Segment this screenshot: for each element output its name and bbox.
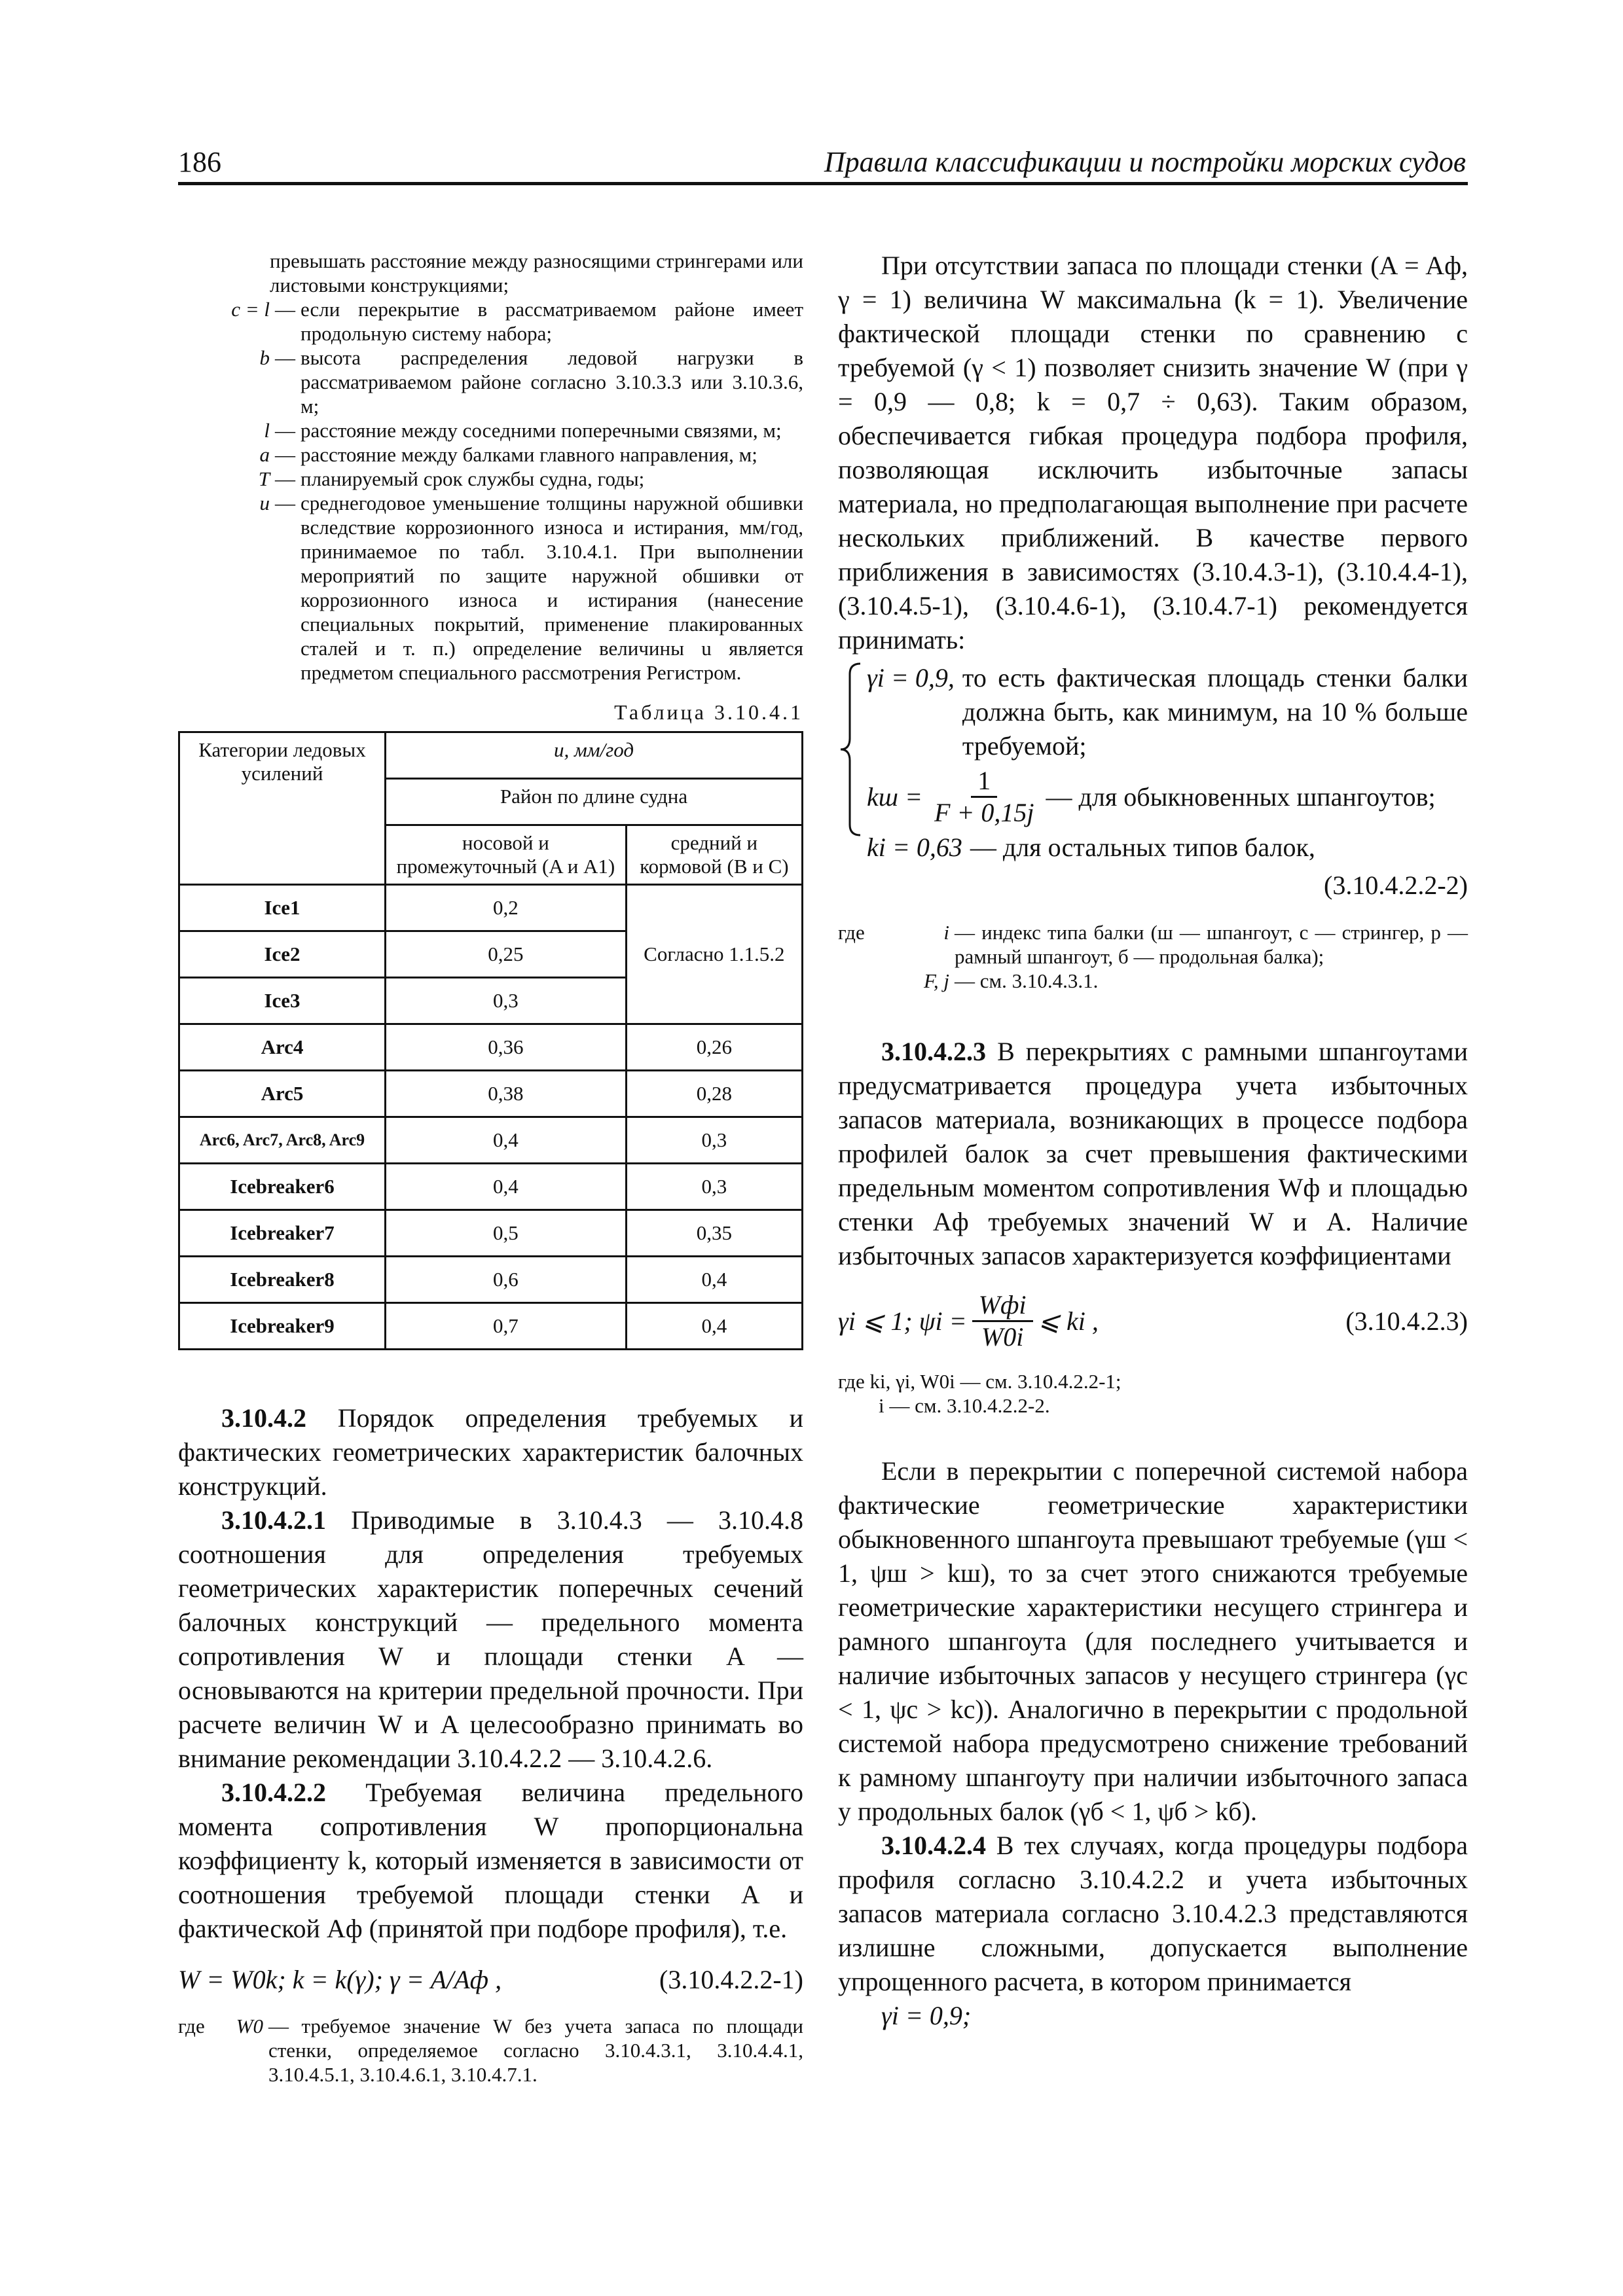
- cell-bow: 0,25: [386, 931, 627, 978]
- definition-symbol: T: [258, 467, 270, 490]
- section-number: 3.10.4.2.4: [881, 1831, 986, 1860]
- where-block: [838, 1369, 1468, 1418]
- section-3-10-4-2-2: [178, 1776, 803, 1946]
- section-3-10-4-2-1: [178, 1503, 803, 1776]
- system-lhs: ki = 0,63: [867, 833, 962, 862]
- where-text: — требуемое значение W без учета запаса по площади стенки, определяемое согласно 3.10.4.3.1, 3.10.4.4.1, 3.10.4.5.1, 3.10.4.6.1, 3.10.4.7.1.: [268, 2015, 803, 2086]
- definitions-list: [178, 249, 803, 685]
- cell-category: Icebreaker7: [179, 1210, 386, 1257]
- formula-rhs: ⩽ ki ,: [1038, 1306, 1099, 1336]
- where-symbol: W0: [236, 2015, 263, 2037]
- definition-dash: —: [275, 346, 295, 369]
- cell-bow: 0,5: [386, 1210, 627, 1257]
- system-lhs: γi = 0,9,: [867, 663, 955, 692]
- system-row: [867, 661, 1468, 763]
- formula-3-10-4-2-3: [838, 1290, 1468, 1352]
- section-3-10-4-2-3: [838, 1035, 1468, 1273]
- cell-bow: 0,38: [386, 1071, 627, 1117]
- where-line: i — см. 3.10.4.2.2-2.: [879, 1394, 1050, 1417]
- cell-stern: 0,4: [626, 1303, 802, 1350]
- system-rhs: — для обыкновенных шпангоутов;: [1046, 781, 1436, 812]
- cell-stern: 0,26: [626, 1024, 802, 1071]
- cell-category: Ice2: [179, 931, 386, 978]
- section-number: 3.10.4.2: [221, 1403, 306, 1433]
- system-rhs: то есть фактическая площадь стенки балки должна быть, как минимум, на 10 % больше требуемой;: [962, 663, 1468, 761]
- cell-stern: 0,3: [626, 1164, 802, 1210]
- section-text: Порядок определения требуемых и фактических геометрических характеристик балочных конструкций.: [178, 1403, 804, 1501]
- table-row: [179, 1303, 803, 1350]
- definition-text: планируемый срок службы судна, годы;: [301, 467, 645, 490]
- definition-symbol: b: [259, 346, 270, 369]
- formula-expression: W = W0k; k = k(γ); γ = A/Aф ,: [178, 1965, 502, 1994]
- ice-strengthening-table: [178, 731, 803, 1350]
- definition-item: [178, 491, 803, 685]
- cell-category: Ice3: [179, 978, 386, 1024]
- where-text: — см. 3.10.4.3.1.: [955, 969, 1099, 992]
- cell-category: Arc6, Arc7, Arc8, Arc9: [179, 1117, 386, 1164]
- cell-bow: 0,4: [386, 1164, 627, 1210]
- header-stern: средний и кормовой (B и C): [626, 825, 802, 885]
- definition-dash: —: [275, 492, 295, 514]
- cell-category: Ice1: [179, 885, 386, 931]
- cell-category: Arc4: [179, 1024, 386, 1071]
- cell-bow: 0,36: [386, 1024, 627, 1071]
- where-symbol: i: [943, 921, 949, 944]
- fraction-denominator: F + 0,15j: [934, 798, 1034, 827]
- cell-stern: 0,4: [626, 1257, 802, 1303]
- where-block: [178, 2014, 803, 2087]
- table-row: [179, 1024, 803, 1071]
- formula-3-10-4-2-2-1: [178, 1963, 803, 1997]
- where-label: где: [178, 2015, 205, 2037]
- table-row: [179, 1164, 803, 1210]
- where-symbol: F, j: [923, 969, 949, 992]
- definition-symbol: u: [259, 492, 270, 514]
- page-number: 186: [178, 146, 221, 178]
- definition-dash: —: [275, 298, 295, 321]
- cell-category: Arc5: [179, 1071, 386, 1117]
- table-row: [179, 885, 803, 931]
- system-rhs: — для остальных типов балок,: [970, 833, 1315, 862]
- definition-dash: —: [275, 443, 295, 466]
- formula-number: (3.10.4.2.3): [1345, 1306, 1468, 1336]
- section-text: Требуемая величина предельного момента сопротивления W пропорциональна коэффициенту k, который изменяется в зависимости от соотношения требуемой площади стенки A и фактической Aф (принятой при подборе профиля), т.е.: [178, 1778, 804, 1943]
- cell-category: Icebreaker6: [179, 1164, 386, 1210]
- where-block: [838, 920, 1468, 993]
- section-3-10-4-2-4: [838, 1829, 1468, 1999]
- table-title: Таблица 3.10.4.1: [614, 700, 803, 724]
- table-row: [179, 1071, 803, 1117]
- header-category: Категории ледовых усилений: [179, 732, 386, 885]
- formula-number: (3.10.4.2.2-1): [659, 1965, 803, 1994]
- definition-item: [178, 418, 803, 442]
- section-3-10-4-2: [178, 1401, 803, 1503]
- paragraph-web-area: При отсутствии запаса по площади стенки (A = Aф, γ = 1) величина W максимальна (k = 1). Увеличение фактической площади стенки по сравнению с требуемой (γ < 1) позволяет снизить значение W (при γ = 0,9 — 0,8; k = 0,7 ÷ 0,63). Таким образом, обеспечивается гибкая процедура подбора профиля, позволяющая исключить избыточные запасы материала, но предполагающая выполнение при расчете нескольких приближений. В качестве первого приближения в зависимостях (3.10.4.3-1), (3.10.4.4-1), (3.10.4.5-1), (3.10.4.6-1), (3.10.4.7-1) рекомендуется принимать:: [838, 251, 1468, 655]
- table-row: [179, 1210, 803, 1257]
- definition-text: расстояние между балками главного направления, м;: [301, 443, 757, 466]
- where-line: где ki, γi, W0i — см. 3.10.4.2.2-1;: [838, 1370, 1122, 1393]
- definition-text: среднегодовое уменьшение толщины наружной обшивки вследствие коррозионного износа и истирания, мм/год, принимаемое по табл. 3.10.4.1. При выполнении мероприятий по защите наружной обшивки от коррозионного износа и истирания (нанесение специальных покрытий, применение плакированных сталей и т. п.) определение величины u является предметом специального рассмотрения Регистром.: [301, 492, 803, 684]
- first-approximation-system: [838, 661, 1468, 865]
- section-text: В перекрытиях с рамными шпангоутами предусматривается процедура учета избыточных запасов материала, возникающих в процессе подбора профилей балок за счет превышения фактическими предельным моментом сопротивления Wф и площадью стенки Aф требуемых значений W и A. Наличие избыточных запасов характеризуется коэффициентами: [838, 1037, 1468, 1270]
- system-row: [867, 766, 1468, 828]
- cell-category: Icebreaker9: [179, 1303, 386, 1350]
- section-number: 3.10.4.2.3: [881, 1037, 986, 1066]
- definition-item: [178, 467, 803, 491]
- definition-symbol: a: [259, 443, 270, 466]
- fraction-numerator: 1: [971, 766, 997, 798]
- definition-symbol: c = l: [231, 298, 270, 321]
- definition-dash: —: [275, 419, 295, 442]
- section-text: Приводимые в 3.10.4.3 — 3.10.4.8 соотношения для определения требуемых геометрических характеристик поперечных сечений балочных конструкций — предельного момента сопротивления W и площади стенки A — основываются на критерии предельной прочности. При расчете величин W и A целесообразно принимать во внимание рекомендации 3.10.4.2.2 — 3.10.4.2.6.: [178, 1505, 804, 1773]
- header-region: Район по длине судна: [386, 779, 803, 825]
- header-rule: [178, 182, 1468, 185]
- formula-number: (3.10.4.2.2-2): [1324, 870, 1468, 900]
- table-row: [179, 1257, 803, 1303]
- where-label: где: [838, 921, 865, 944]
- right-column: [838, 249, 1468, 2033]
- fraction: [928, 766, 1041, 828]
- definition-item: [178, 346, 803, 418]
- cell-bow: 0,3: [386, 978, 627, 1024]
- definition-intro: превышать расстояние между разносящими стрингерами или листовыми конструкциями;: [270, 249, 803, 296]
- formula-lhs: γi ⩽ 1; ψi =: [838, 1306, 967, 1336]
- running-title: Правила классификации и постройки морских судов: [824, 146, 1466, 178]
- cell-category: Icebreaker8: [179, 1257, 386, 1303]
- definition-text: если перекрытие в рассматриваемом районе имеет продольную систему набора;: [301, 298, 803, 345]
- cell-bow: 0,6: [386, 1257, 627, 1303]
- cell-bow: 0,7: [386, 1303, 627, 1350]
- definition-text: расстояние между соседними поперечными связями, м;: [301, 419, 782, 442]
- fraction-denominator: W0i: [981, 1322, 1024, 1352]
- section-text: В тех случаях, когда процедуры подбора профиля согласно 3.10.4.2.2 и учета избыточных запасов материала согласно 3.10.4.2.3 представляются излишне сложными, допускается выполнение упрощенного расчета, в котором принимается: [838, 1831, 1468, 1996]
- cell-bow: 0,4: [386, 1117, 627, 1164]
- section-number: 3.10.4.2.1: [221, 1505, 326, 1535]
- where-text: — индекс типа балки (ш — шпангоут, с — стрингер, р — рамный шпангоут, б — продольная балка);: [955, 921, 1468, 968]
- definition-item: [178, 442, 803, 467]
- definition-item: [178, 297, 803, 346]
- system-row: [867, 831, 1468, 865]
- cell-stern: 0,28: [626, 1071, 802, 1117]
- left-brace-icon: [838, 661, 864, 838]
- simplified-formula: γi = 0,9;: [881, 2001, 972, 2030]
- definition-symbol: l: [264, 419, 270, 442]
- left-column: [178, 249, 803, 2087]
- header-bow: носовой и промежуточный (A и A1): [386, 825, 627, 885]
- definition-text: высота распределения ледовой нагрузки в рассматриваемом районе согласно 3.10.3.3 или 3.10.3.6, м;: [301, 346, 803, 418]
- paragraph-excess-reserves: Если в перекрытии с поперечной системой набора фактические геометрические характеристики обыкновенного шпангоута превышают требуемые (γш < 1, ψш > kш), то за счет этого снижаются требуемые геометрические характеристики несущего стрингера и рамного шпангоута (для последнего учитывается и наличие избыточных запасов у несущего стрингера (γс < 1, ψс > kс)). Аналогично в перекрытии с продольной системой набора предусмотрено снижение требований к рамному шпангоуту при наличии избыточного запаса у продольных балок (γб < 1, ψб > kб).: [838, 1456, 1468, 1826]
- cell-merged-note: Согласно 1.1.5.2: [626, 885, 802, 1024]
- definition-dash: —: [275, 467, 295, 490]
- table-row: [179, 1117, 803, 1164]
- section-number: 3.10.4.2.2: [221, 1778, 326, 1807]
- system-lhs: kш =: [867, 781, 922, 812]
- cell-bow: 0,2: [386, 885, 627, 931]
- cell-stern: 0,35: [626, 1210, 802, 1257]
- cell-stern: 0,3: [626, 1117, 802, 1164]
- fraction-numerator: Wфi: [972, 1290, 1033, 1322]
- fraction: [972, 1290, 1033, 1352]
- header-u: u, мм/год: [386, 732, 803, 779]
